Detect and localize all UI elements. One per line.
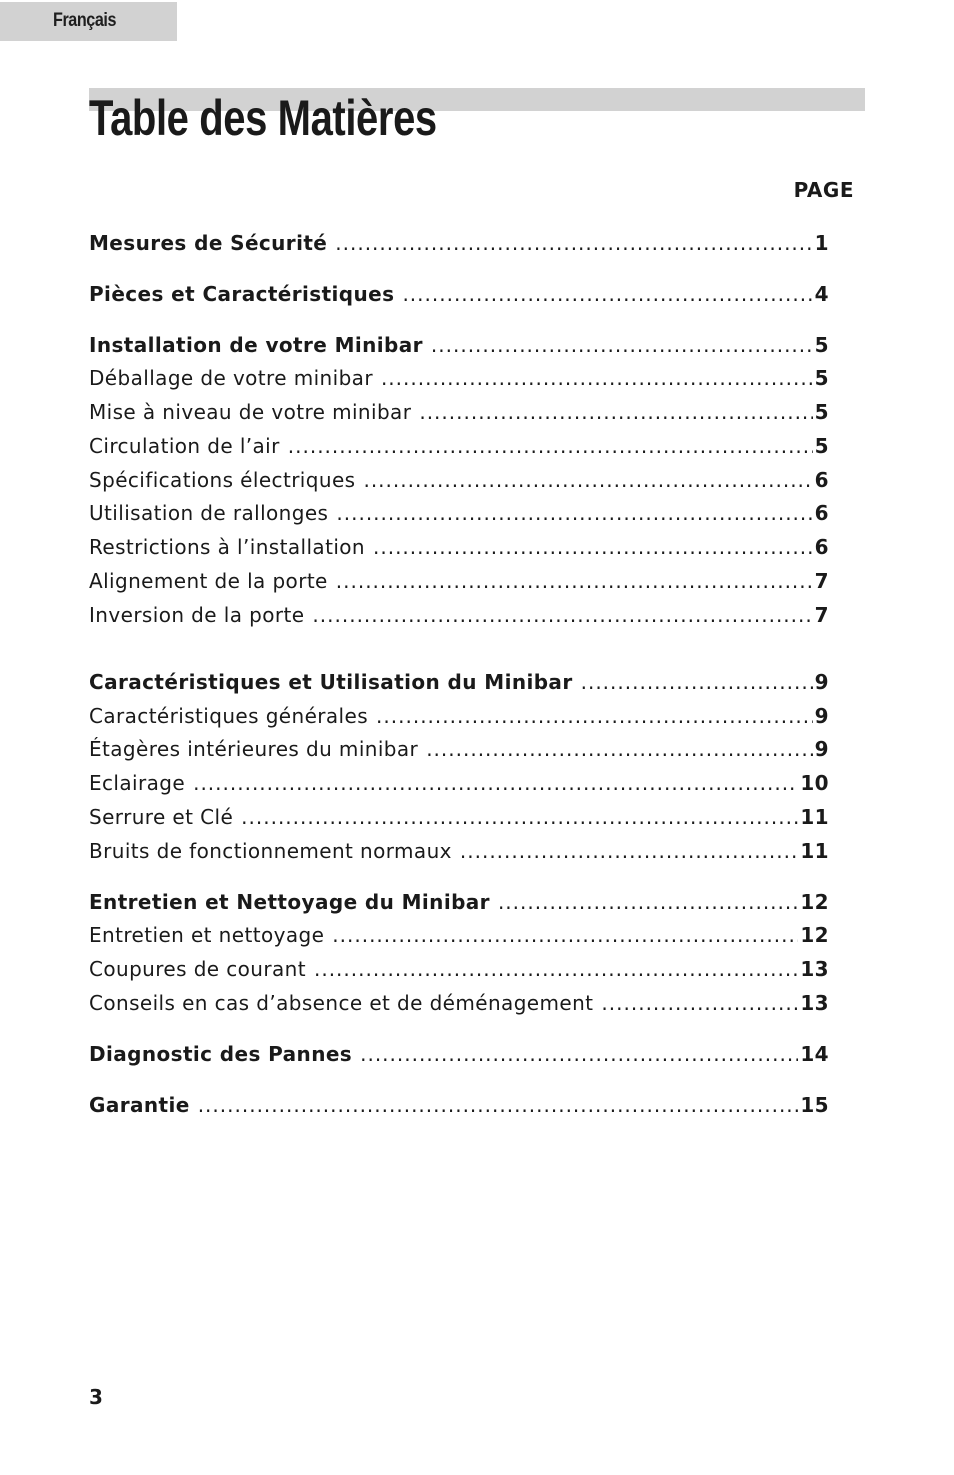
- toc-page-number: 13: [800, 991, 829, 1015]
- toc-page-number: 4: [814, 282, 829, 306]
- toc-page-number: 5: [814, 434, 829, 458]
- toc-section-heading: [89, 330, 829, 360]
- toc-label: Caractéristiques et Utilisation du Minibar: [89, 670, 573, 694]
- page-column-header: PAGE: [793, 178, 854, 202]
- toc-page-number: 5: [814, 333, 829, 357]
- toc-leader-dots: [360, 1039, 798, 1069]
- toc-leader-dots: [402, 279, 812, 309]
- language-label: Français: [53, 10, 117, 31]
- toc-label: Diagnostic des Pannes: [89, 1042, 353, 1066]
- toc-page-number: 7: [814, 603, 829, 627]
- toc-label: Bruits de fonctionnement normaux: [89, 839, 452, 863]
- toc-label: Pièces et Caractéristiques: [89, 282, 395, 306]
- toc-page-number: 6: [814, 501, 829, 525]
- toc-label: Spécifications électriques: [89, 468, 356, 492]
- toc-leader-dots: [601, 988, 798, 1018]
- toc-label: Caractéristiques générales: [89, 704, 369, 728]
- toc-section-heading: [89, 228, 829, 258]
- toc-entry: [89, 465, 829, 495]
- toc-label: Déballage de votre minibar: [89, 366, 373, 390]
- toc-entry: [89, 363, 829, 393]
- toc-entry: [89, 701, 829, 731]
- toc-label: Mise à niveau de votre minibar: [89, 400, 412, 424]
- toc-page-number: 1: [814, 231, 829, 255]
- toc-leader-dots: [498, 887, 798, 917]
- toc-leader-dots: [431, 330, 813, 360]
- toc-section-heading: [89, 1039, 829, 1069]
- toc-page-number: 11: [800, 805, 829, 829]
- toc-entry: [89, 532, 829, 562]
- toc-section-heading: [89, 667, 829, 697]
- toc-page-number: 11: [800, 839, 829, 863]
- toc-page-number: 7: [814, 569, 829, 593]
- toc-leader-dots: [460, 836, 798, 866]
- toc-section-heading: [89, 887, 829, 917]
- toc-page-number: 15: [800, 1093, 829, 1117]
- toc-leader-dots: [314, 954, 798, 984]
- toc-entry: [89, 802, 829, 832]
- toc-label: Circulation de l’air: [89, 434, 280, 458]
- toc-entry: [89, 431, 829, 461]
- toc-leader-dots: [193, 768, 798, 798]
- page-number: 3: [89, 1385, 103, 1409]
- toc-entry: [89, 954, 829, 984]
- toc-label: Alignement de la porte: [89, 569, 328, 593]
- toc-label: Eclairage: [89, 771, 186, 795]
- toc-leader-dots: [198, 1090, 799, 1120]
- toc-label: Coupures de courant: [89, 957, 306, 981]
- toc-label: Mesures de Sécurité: [89, 231, 328, 255]
- toc-leader-dots: [312, 600, 812, 630]
- toc-leader-dots: [335, 228, 812, 258]
- toc-entry: [89, 498, 829, 528]
- toc-page-number: 9: [814, 737, 829, 761]
- toc-label: Garantie: [89, 1093, 190, 1117]
- toc-page-number: 6: [814, 535, 829, 559]
- toc-leader-dots: [373, 532, 813, 562]
- toc-leader-dots: [426, 734, 812, 764]
- toc-entry: [89, 397, 829, 427]
- toc-label: Étagères intérieures du minibar: [89, 737, 419, 761]
- toc-leader-dots: [288, 431, 813, 461]
- toc-label: Utilisation de rallonges: [89, 501, 329, 525]
- toc-label: Inversion de la porte: [89, 603, 305, 627]
- toc-page-number: 5: [814, 400, 829, 424]
- toc-entry: [89, 600, 829, 630]
- toc-entry: [89, 988, 829, 1018]
- toc-leader-dots: [332, 920, 798, 950]
- toc-entry: [89, 566, 829, 596]
- toc-section-heading: [89, 1090, 829, 1120]
- toc-page-number: 5: [814, 366, 829, 390]
- toc-section-heading: [89, 279, 829, 309]
- toc-leader-dots: [241, 802, 798, 832]
- toc-page-number: 10: [800, 771, 829, 795]
- toc-leader-dots: [419, 397, 812, 427]
- toc-leader-dots: [336, 566, 813, 596]
- toc-page-number: 13: [800, 957, 829, 981]
- language-tab: [0, 2, 177, 41]
- toc-page-number: 9: [814, 670, 829, 694]
- toc-label: Entretien et Nettoyage du Minibar: [89, 890, 490, 914]
- toc-leader-dots: [581, 667, 813, 697]
- toc-label: Installation de votre Minibar: [89, 333, 423, 357]
- toc-label: Restrictions à l’installation: [89, 535, 365, 559]
- toc-page-number: 12: [800, 923, 829, 947]
- toc-leader-dots: [363, 465, 812, 495]
- toc-label: Entretien et nettoyage: [89, 923, 325, 947]
- toc-entry: [89, 836, 829, 866]
- page-title: Table des Matières: [89, 90, 437, 146]
- toc-entry: [89, 734, 829, 764]
- toc-page-number: 9: [814, 704, 829, 728]
- toc-entry: [89, 920, 829, 950]
- toc-entry: [89, 768, 829, 798]
- toc-leader-dots: [376, 701, 813, 731]
- toc-leader-dots: [336, 498, 812, 528]
- toc-leader-dots: [381, 363, 813, 393]
- toc-page-number: 14: [800, 1042, 829, 1066]
- toc-label: Serrure et Clé: [89, 805, 234, 829]
- toc-page-number: 12: [800, 890, 829, 914]
- toc-page-number: 6: [814, 468, 829, 492]
- toc-label: Conseils en cas d’absence et de déménagement: [89, 991, 594, 1015]
